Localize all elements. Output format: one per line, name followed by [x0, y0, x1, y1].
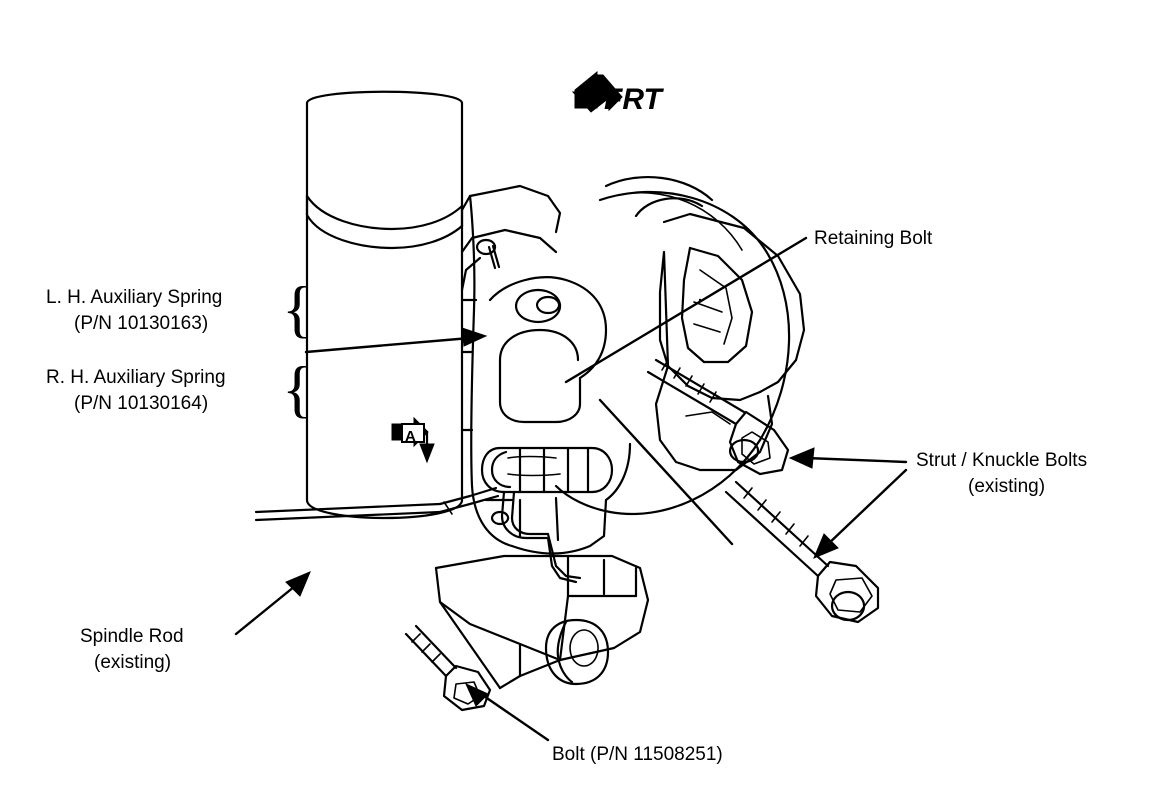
- callout-strut-knuckle-bolts-line1: Strut / Knuckle Bolts: [916, 450, 1088, 471]
- callout-rh-auxiliary-spring-line2: (P/N 10130164): [74, 393, 209, 414]
- callout-spindle-rod-line1: Spindle Rod: [80, 626, 184, 647]
- callout-bolt-part: Bolt (P/N 11508251): [552, 744, 723, 765]
- leader-lines: [236, 238, 906, 740]
- frt-orientation-label: FRT: [604, 83, 662, 116]
- brace-lh-spring: {: [282, 273, 313, 344]
- strut-knuckle-bolt-upper: [648, 360, 788, 474]
- callout-rh-auxiliary-spring-line1: R. H. Auxiliary Spring: [46, 367, 226, 388]
- auxiliary-coil-spring: [482, 448, 612, 582]
- section-marker-letter: A: [405, 428, 416, 445]
- brace-rh-spring: {: [282, 353, 313, 424]
- callout-spindle-rod-line2: (existing): [94, 652, 172, 673]
- callout-lh-auxiliary-spring-line2: (P/N 10130163): [74, 313, 209, 334]
- strut-tube: [307, 92, 462, 518]
- callout-retaining-bolt: Retaining Bolt: [814, 228, 933, 249]
- callout-lh-auxiliary-spring-line1: L. H. Auxiliary Spring: [46, 287, 223, 308]
- callout-strut-knuckle-bolts-line2: (existing): [968, 476, 1046, 497]
- strut-knuckle-bolt-lower: [726, 482, 878, 622]
